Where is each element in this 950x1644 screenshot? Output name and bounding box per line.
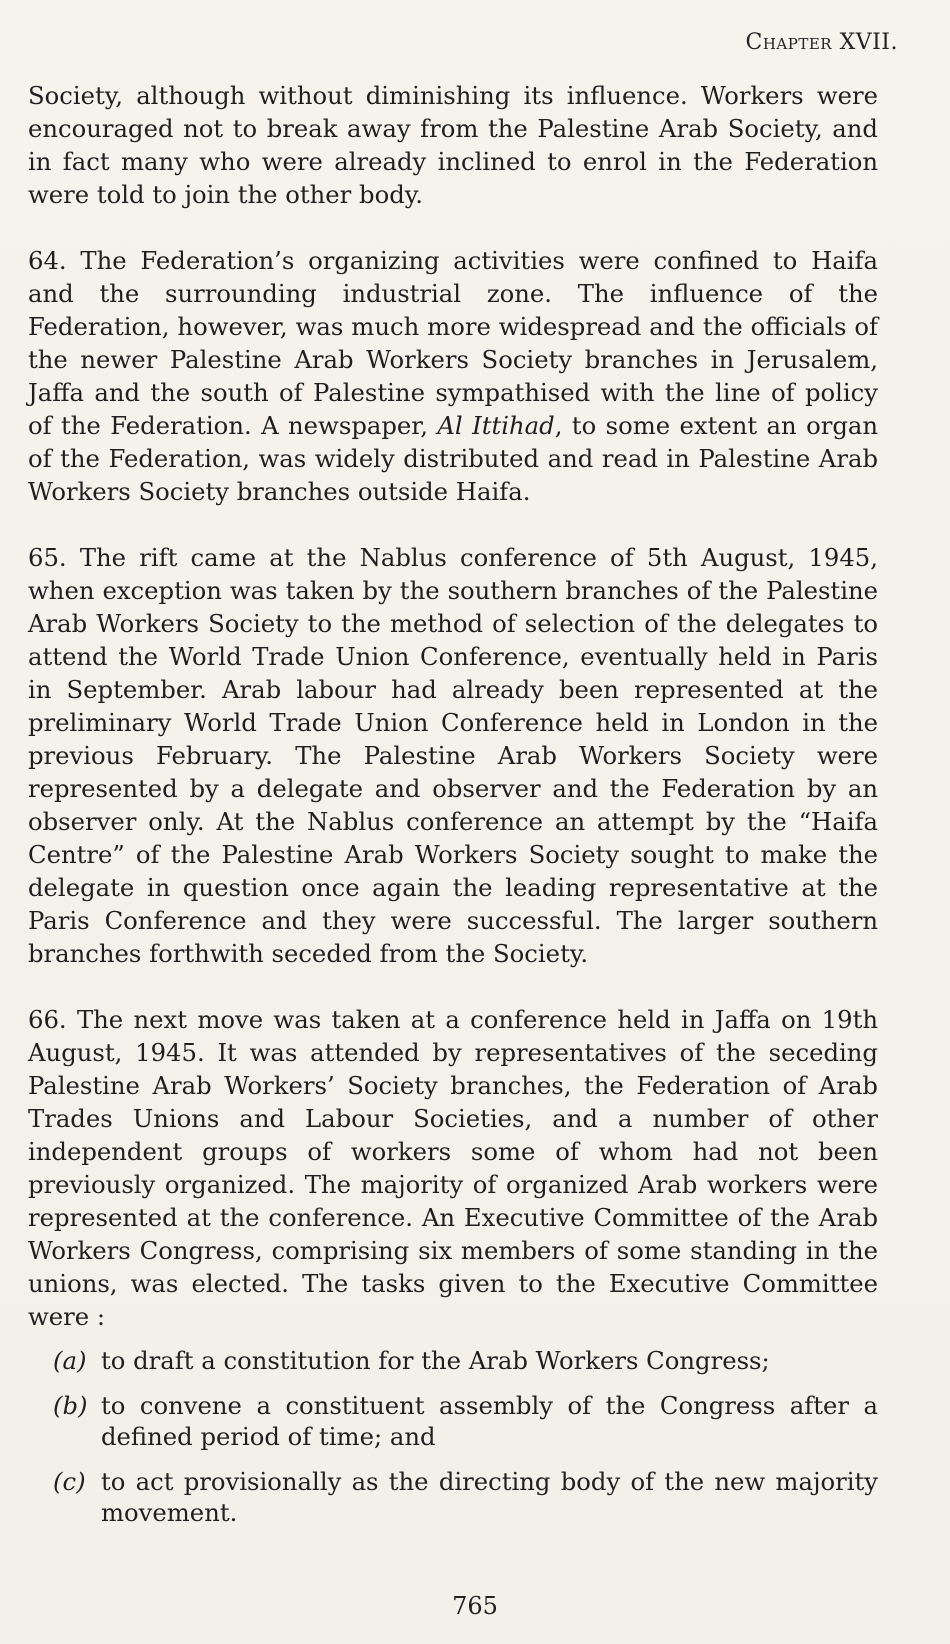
running-head: Chapter XVII. [745,30,898,55]
list-item [28,1390,878,1452]
list-item [28,1345,878,1376]
list-marker: (a) [53,1346,87,1375]
list-marker: (b) [53,1391,88,1420]
paragraph-gap [28,211,878,244]
paragraph-64-text: 64. The Federation’s organizing activities were confined to Haifa and the surrounding industrial zone. The influence of the Federation, however, was much more widespread and the officials of the newer Palestine Arab Workers Society branches in Jerusalem, Jaffa and the south of Palestine sympathised with the line of policy of the Federation. A newspaper, [28,246,878,440]
page-number: 765 [452,1592,498,1620]
page-body [28,79,878,1542]
list-marker: (c) [53,1467,86,1496]
task-list [28,1345,878,1528]
paragraph-gap [28,970,878,1003]
paragraph-64-tail: , to some extent an organ of the Federation, was widely distributed and read in Palestine Arab Workers Society branches outside Haifa. [28,411,879,506]
paragraph-continued: Society, although without diminishing its influence. Workers were encouraged not to break away from the Palestine Arab Society, and in fact many who were already inclined to enrol in the Federation were told to join the other body. [28,81,878,209]
list-item-text: to draft a constitution for the Arab Workers Congress; [101,1346,770,1375]
list-item-text: to convene a constituent assembly of the Congress after a defined period of time; and [101,1391,878,1451]
list-item-text: to act provisionally as the directing body of the new majority movement. [101,1467,878,1527]
paragraph-65: 65. The rift came at the Nablus conference of 5th August, 1945, when exception was taken by the southern branches of the Palestine Arab Workers Society to the method of selection of the delegates to attend the World Trade Union Conference, eventually held in Paris in September. Arab labour had already been represented at the preliminary World Trade Union Conference held in London in the previous February. The Palestine Arab Workers Society were represented by a delegate and observer and the Federation by an observer only. At the Nablus conference an attempt by the “Haifa Centre” of the Palestine Arab Workers Society sought to make the delegate in question once again the leading representative at the Paris Conference and they were successful. The larger southern branches forthwith seceded from the Society. [28,543,878,968]
paragraph-66: 66. The next move was taken at a conference held in Jaffa on 19th August, 1945. It was attended by representatives of the seceding Palestine Arab Workers’ Society branches, the Federation of Arab Trades Unions and Labour Societies, and a number of other independent groups of workers some of whom had not been previously organized. The majority of organized Arab workers were represented at the conference. An Executive Committee of the Arab Workers Congress, comprising six members of some standing in the unions, was elected. The tasks given to the Executive Committee were : [28,1005,878,1331]
list-item [28,1466,878,1528]
newspaper-title: Al Ittihad [437,411,555,440]
paragraph-64 [28,244,878,508]
paragraph-gap [28,508,878,541]
